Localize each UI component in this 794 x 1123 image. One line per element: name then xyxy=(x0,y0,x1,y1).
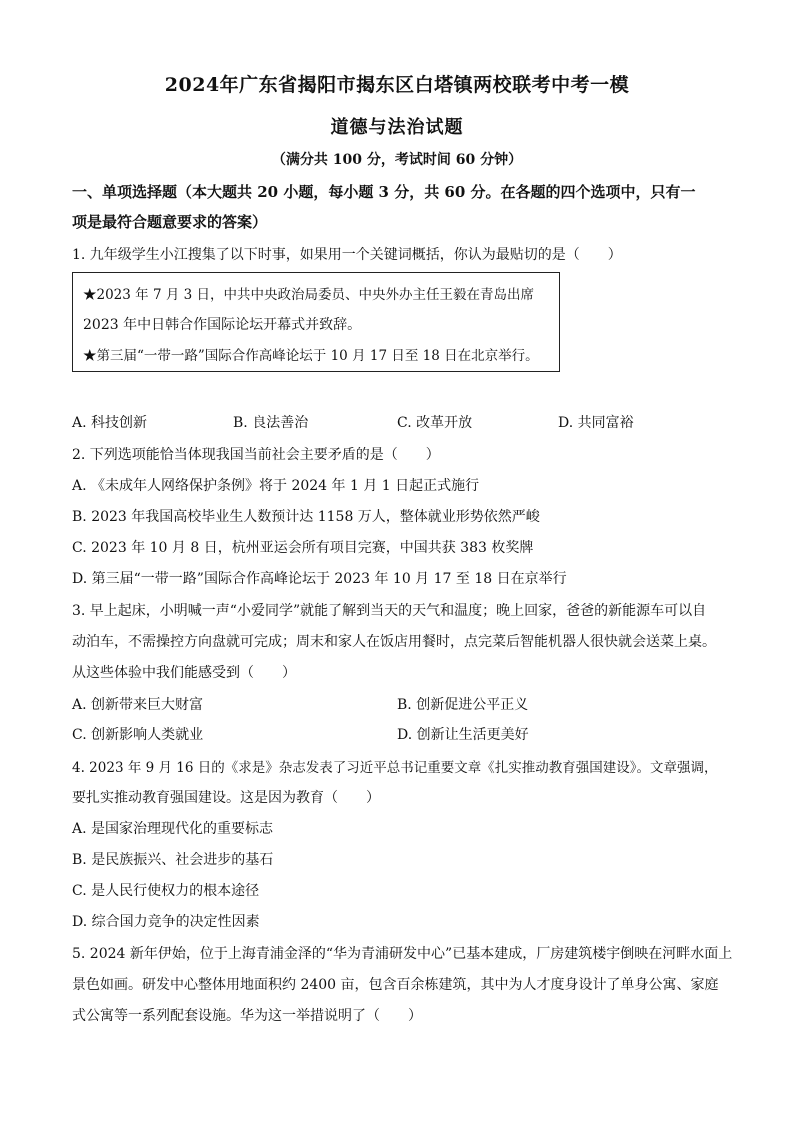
exam-title: 2024年广东省揭阳市揭东区白塔镇两校联考中考一模 xyxy=(164,74,630,96)
exam-subject: 道德与法治试题 xyxy=(330,117,464,138)
q3-stem-line-2: 动泊车，不需操控方向盘就可完成；周末和家人在饭店用餐时，点完菜后智能机器人很快就会送菜上桌。 xyxy=(72,634,716,650)
q1-box-line-1: ★2023 年 7 月 3 日，中共中央政治局委员、中央外办主任王毅在青岛出席 xyxy=(83,287,534,303)
q1-option-d: D. 共同富裕 xyxy=(558,415,634,431)
q1-option-a: A. 科技创新 xyxy=(72,415,148,431)
section-heading-line-1: 一、单项选择题（本大题共 20 小题，每小题 3 分，共 60 分。在各题的四个选项中，只有一 xyxy=(72,183,696,201)
q3-option-a: A. 创新带来巨大财富 xyxy=(72,697,204,713)
q2-option-c: C. 2023 年 10 月 8 日，杭州亚运会所有项目完赛，中国共获 383 枚奖牌 xyxy=(72,540,534,556)
q3-option-d: D. 创新让生活更美好 xyxy=(397,727,529,743)
q1-option-b: B. 良法善治 xyxy=(233,415,309,431)
q3-option-c: C. 创新影响人类就业 xyxy=(72,727,204,743)
exam-note: （满分共 100 分，考试时间 60 分钟） xyxy=(271,152,523,168)
q1-option-c: C. 改革开放 xyxy=(397,415,473,431)
q4-option-d: D. 综合国力竞争的决定性因素 xyxy=(72,914,260,930)
q2-stem: 2. 下列选项能恰当体现我国当前社会主要矛盾的是（ ） xyxy=(72,447,440,463)
section-heading-line-2: 项是最符合题意要求的答案） xyxy=(72,213,268,231)
q4-option-c: C. 是人民行使权力的根本途径 xyxy=(72,883,260,899)
q1-box-line-3: ★第三届“一带一路”国际合作高峰论坛于 10 月 17 日至 18 日在北京举行。 xyxy=(83,348,539,364)
q3-stem-line-3: 从这些体验中我们能感受到（ ） xyxy=(72,665,296,681)
q4-stem-line-1: 4. 2023 年 9 月 16 日的《求是》杂志发表了习近平总书记重要文章《扎实推动教育强国建设》。文章强调， xyxy=(72,760,718,776)
q2-option-a: A. 《未成年人网络保护条例》将于 2024 年 1 月 1 日起正式施行 xyxy=(72,478,480,494)
q4-option-a: A. 是国家治理现代化的重要标志 xyxy=(72,821,274,837)
q5-stem-line-2: 景色如画。研发中心整体用地面积约 2400 亩，包含百余栋建筑，其中为人才度身设计了单身公寓、家庭 xyxy=(72,977,719,993)
q4-stem-line-2: 要扎实推动教育强国建设。这是因为教育（ ） xyxy=(72,790,380,806)
q4-option-b: B. 是民族振兴、社会进步的基石 xyxy=(72,852,274,868)
q5-stem-line-1: 5. 2024 新年伊始，位于上海青浦金泽的“华为青浦研发中心”已基本建成，厂房建筑楼宇倒映在河畔水面上 xyxy=(72,946,733,962)
q1-stem: 1. 九年级学生小江搜集了以下时事，如果用一个关键词概括，你认为最贴切的是（ ） xyxy=(72,247,622,263)
q1-box-line-2: 2023 年中日韩合作国际论坛开幕式并致辞。 xyxy=(83,317,362,333)
q5-stem-line-3: 式公寓等一系列配套设施。华为这一举措说明了（ ） xyxy=(72,1008,422,1024)
q2-option-d: D. 第三届“一带一路”国际合作高峰论坛于 2023 年 10 月 17 至 18 日在京举行 xyxy=(72,571,567,587)
q3-stem-line-1: 3. 早上起床，小明喊一声“小爱同学”就能了解到当天的天气和温度；晚上回家，爸爸的新能源车可以自 xyxy=(72,603,707,619)
q1-news-box xyxy=(72,272,560,372)
q3-option-b: B. 创新促进公平正义 xyxy=(397,697,529,713)
q2-option-b: B. 2023 年我国高校毕业生人数预计达 1158 万人，整体就业形势依然严峻 xyxy=(72,509,540,525)
